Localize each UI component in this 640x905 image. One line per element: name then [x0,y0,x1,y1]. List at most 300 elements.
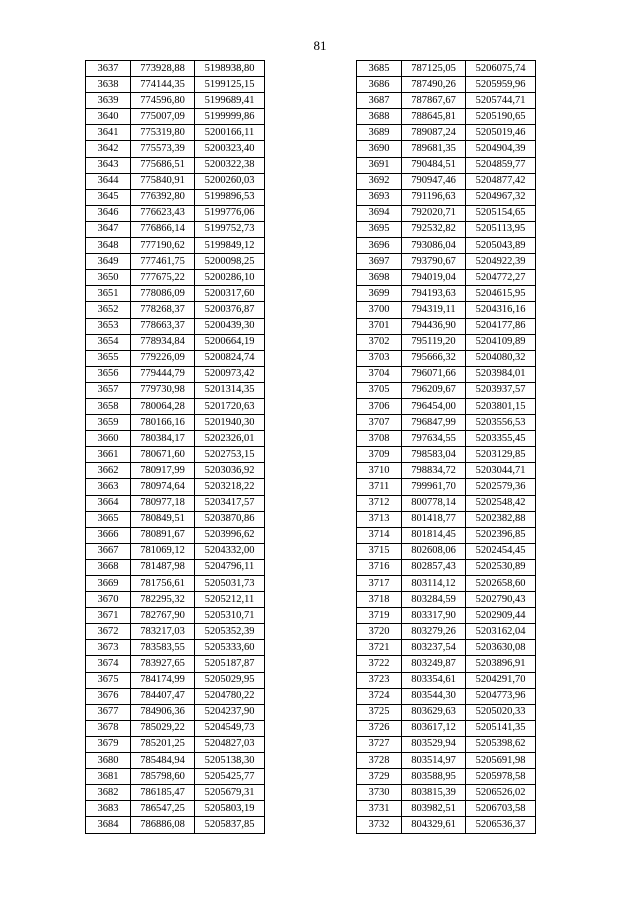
y-coordinate-cell: 5206536,37 [466,817,536,833]
point-number-cell: 3667 [86,543,131,559]
point-number-cell: 3679 [86,736,131,752]
x-coordinate-cell: 803815,39 [402,785,466,801]
y-coordinate-cell: 5204080,32 [466,350,536,366]
y-coordinate-cell: 5203162,04 [466,624,536,640]
point-number-cell: 3675 [86,672,131,688]
x-coordinate-cell: 780166,16 [131,415,195,431]
table-row [86,640,265,656]
x-coordinate-cell: 776623,43 [131,205,195,221]
point-number-cell: 3727 [357,736,402,752]
y-coordinate-cell: 5206703,58 [466,801,536,817]
x-coordinate-cell: 794193,63 [402,286,466,302]
point-number-cell: 3715 [357,543,402,559]
y-coordinate-cell: 5199752,73 [195,221,265,237]
table-row [357,640,536,656]
y-coordinate-cell: 5205019,46 [466,125,536,141]
table-row [357,624,536,640]
x-coordinate-cell: 781756,61 [131,576,195,592]
table-body-right [357,61,536,834]
x-coordinate-cell: 781487,98 [131,559,195,575]
x-coordinate-cell: 796454,00 [402,398,466,414]
table-row [357,109,536,125]
x-coordinate-cell: 785798,60 [131,769,195,785]
table-row [357,801,536,817]
y-coordinate-cell: 5205154,65 [466,205,536,221]
point-number-cell: 3696 [357,238,402,254]
x-coordinate-cell: 775686,51 [131,157,195,173]
y-coordinate-cell: 5203044,71 [466,463,536,479]
table-row [86,592,265,608]
y-coordinate-cell: 5202382,88 [466,511,536,527]
table-row [86,189,265,205]
table-row [357,415,536,431]
x-coordinate-cell: 787490,26 [402,77,466,93]
table-row [357,157,536,173]
point-number-cell: 3658 [86,398,131,414]
x-coordinate-cell: 803982,51 [402,801,466,817]
point-number-cell: 3703 [357,350,402,366]
point-number-cell: 3694 [357,205,402,221]
y-coordinate-cell: 5199896,53 [195,189,265,205]
x-coordinate-cell: 782767,90 [131,608,195,624]
y-coordinate-cell: 5203417,57 [195,495,265,511]
point-number-cell: 3721 [357,640,402,656]
table-row [86,479,265,495]
y-coordinate-cell: 5204332,00 [195,543,265,559]
y-coordinate-cell: 5203937,57 [466,382,536,398]
y-coordinate-cell: 5203984,01 [466,366,536,382]
point-number-cell: 3700 [357,302,402,318]
x-coordinate-cell: 780384,17 [131,431,195,447]
y-coordinate-cell: 5204772,27 [466,270,536,286]
table-row [86,334,265,350]
point-number-cell: 3709 [357,447,402,463]
x-coordinate-cell: 784407,47 [131,688,195,704]
x-coordinate-cell: 778663,37 [131,318,195,334]
table-row [86,769,265,785]
x-coordinate-cell: 803317,90 [402,608,466,624]
point-number-cell: 3707 [357,415,402,431]
x-coordinate-cell: 797634,55 [402,431,466,447]
y-coordinate-cell: 5200317,60 [195,286,265,302]
table-body-left [86,61,265,834]
y-coordinate-cell: 5203218,22 [195,479,265,495]
point-number-cell: 3645 [86,189,131,205]
table-row [357,173,536,189]
y-coordinate-cell: 5204109,89 [466,334,536,350]
y-coordinate-cell: 5205190,65 [466,109,536,125]
table-row [86,576,265,592]
y-coordinate-cell: 5202909,44 [466,608,536,624]
table-row [86,238,265,254]
x-coordinate-cell: 796847,99 [402,415,466,431]
table-row [86,382,265,398]
y-coordinate-cell: 5205043,89 [466,238,536,254]
point-number-cell: 3670 [86,592,131,608]
point-number-cell: 3641 [86,125,131,141]
point-number-cell: 3660 [86,431,131,447]
y-coordinate-cell: 5200824,74 [195,350,265,366]
table-row [86,736,265,752]
point-number-cell: 3651 [86,286,131,302]
table-row [86,495,265,511]
table-row [86,93,265,109]
point-number-cell: 3723 [357,672,402,688]
y-coordinate-cell: 5204904,39 [466,141,536,157]
x-coordinate-cell: 778934,84 [131,334,195,350]
table-row [357,318,536,334]
point-number-cell: 3653 [86,318,131,334]
x-coordinate-cell: 780064,28 [131,398,195,414]
table-row [86,704,265,720]
coordinates-table-right [356,60,536,834]
table-row [357,254,536,270]
y-coordinate-cell: 5199776,06 [195,205,265,221]
point-number-cell: 3683 [86,801,131,817]
table-row [86,608,265,624]
point-number-cell: 3649 [86,254,131,270]
x-coordinate-cell: 779444,79 [131,366,195,382]
point-number-cell: 3650 [86,270,131,286]
table-row [357,495,536,511]
point-number-cell: 3695 [357,221,402,237]
point-number-cell: 3688 [357,109,402,125]
table-row [357,688,536,704]
y-coordinate-cell: 5205138,30 [195,753,265,769]
point-number-cell: 3686 [357,77,402,93]
point-number-cell: 3639 [86,93,131,109]
table-row [357,527,536,543]
x-coordinate-cell: 778086,09 [131,286,195,302]
point-number-cell: 3713 [357,511,402,527]
x-coordinate-cell: 785201,25 [131,736,195,752]
x-coordinate-cell: 803617,12 [402,720,466,736]
table-row [357,77,536,93]
y-coordinate-cell: 5203630,08 [466,640,536,656]
x-coordinate-cell: 775840,91 [131,173,195,189]
x-coordinate-cell: 799961,70 [402,479,466,495]
x-coordinate-cell: 803588,95 [402,769,466,785]
x-coordinate-cell: 789681,35 [402,141,466,157]
coordinates-table-left [85,60,265,834]
table-row [86,61,265,77]
point-number-cell: 3652 [86,302,131,318]
y-coordinate-cell: 5200323,40 [195,141,265,157]
point-number-cell: 3661 [86,447,131,463]
x-coordinate-cell: 803544,30 [402,688,466,704]
point-number-cell: 3662 [86,463,131,479]
table-row [86,318,265,334]
x-coordinate-cell: 798583,04 [402,447,466,463]
point-number-cell: 3719 [357,608,402,624]
y-coordinate-cell: 5204967,32 [466,189,536,205]
table-row [357,141,536,157]
table-row [86,431,265,447]
point-number-cell: 3690 [357,141,402,157]
y-coordinate-cell: 5204615,95 [466,286,536,302]
point-number-cell: 3638 [86,77,131,93]
point-number-cell: 3716 [357,559,402,575]
x-coordinate-cell: 785484,94 [131,753,195,769]
y-coordinate-cell: 5205141,35 [466,720,536,736]
table-row [86,801,265,817]
point-number-cell: 3644 [86,173,131,189]
table-row [357,656,536,672]
x-coordinate-cell: 780974,64 [131,479,195,495]
table-row [357,511,536,527]
y-coordinate-cell: 5200286,10 [195,270,265,286]
point-number-cell: 3722 [357,656,402,672]
x-coordinate-cell: 780917,99 [131,463,195,479]
point-number-cell: 3674 [86,656,131,672]
y-coordinate-cell: 5202658,60 [466,576,536,592]
x-coordinate-cell: 780977,18 [131,495,195,511]
table-row [357,189,536,205]
x-coordinate-cell: 803354,61 [402,672,466,688]
x-coordinate-cell: 796071,66 [402,366,466,382]
table-row [357,559,536,575]
x-coordinate-cell: 780849,51 [131,511,195,527]
table-row [357,543,536,559]
point-number-cell: 3656 [86,366,131,382]
y-coordinate-cell: 5200322,38 [195,157,265,173]
y-coordinate-cell: 5205837,85 [195,817,265,833]
x-coordinate-cell: 778268,37 [131,302,195,318]
y-coordinate-cell: 5205744,71 [466,93,536,109]
table-row [86,125,265,141]
x-coordinate-cell: 779730,98 [131,382,195,398]
y-coordinate-cell: 5205691,98 [466,753,536,769]
y-coordinate-cell: 5204237,90 [195,704,265,720]
y-coordinate-cell: 5204859,77 [466,157,536,173]
table-row [86,141,265,157]
point-number-cell: 3714 [357,527,402,543]
x-coordinate-cell: 803237,54 [402,640,466,656]
y-coordinate-cell: 5205959,96 [466,77,536,93]
table-row [357,817,536,833]
x-coordinate-cell: 774144,35 [131,77,195,93]
table-row [86,286,265,302]
y-coordinate-cell: 5200973,42 [195,366,265,382]
x-coordinate-cell: 796209,67 [402,382,466,398]
x-coordinate-cell: 783217,03 [131,624,195,640]
y-coordinate-cell: 5205803,19 [195,801,265,817]
y-coordinate-cell: 5204177,86 [466,318,536,334]
table-row [357,221,536,237]
table-row [86,398,265,414]
point-number-cell: 3647 [86,221,131,237]
y-coordinate-cell: 5205679,31 [195,785,265,801]
y-coordinate-cell: 5201940,30 [195,415,265,431]
y-coordinate-cell: 5204773,96 [466,688,536,704]
x-coordinate-cell: 777461,75 [131,254,195,270]
table-row [86,720,265,736]
y-coordinate-cell: 5200098,25 [195,254,265,270]
x-coordinate-cell: 792020,71 [402,205,466,221]
x-coordinate-cell: 793790,67 [402,254,466,270]
y-coordinate-cell: 5200166,11 [195,125,265,141]
x-coordinate-cell: 803629,63 [402,704,466,720]
x-coordinate-cell: 784174,99 [131,672,195,688]
point-number-cell: 3689 [357,125,402,141]
point-number-cell: 3693 [357,189,402,205]
x-coordinate-cell: 801418,77 [402,511,466,527]
table-row [86,785,265,801]
y-coordinate-cell: 5203801,15 [466,398,536,414]
point-number-cell: 3663 [86,479,131,495]
point-number-cell: 3711 [357,479,402,495]
table-row [357,125,536,141]
table-row [86,221,265,237]
table-row [86,688,265,704]
y-coordinate-cell: 5203996,62 [195,527,265,543]
point-number-cell: 3712 [357,495,402,511]
point-number-cell: 3702 [357,334,402,350]
x-coordinate-cell: 790947,46 [402,173,466,189]
y-coordinate-cell: 5198938,80 [195,61,265,77]
table-row [86,173,265,189]
x-coordinate-cell: 794019,04 [402,270,466,286]
x-coordinate-cell: 787125,05 [402,61,466,77]
y-coordinate-cell: 5199999,86 [195,109,265,125]
y-coordinate-cell: 5203870,86 [195,511,265,527]
point-number-cell: 3730 [357,785,402,801]
point-number-cell: 3708 [357,431,402,447]
y-coordinate-cell: 5203896,91 [466,656,536,672]
point-number-cell: 3718 [357,592,402,608]
x-coordinate-cell: 798834,72 [402,463,466,479]
y-coordinate-cell: 5202753,15 [195,447,265,463]
x-coordinate-cell: 786886,08 [131,817,195,833]
point-number-cell: 3720 [357,624,402,640]
y-coordinate-cell: 5205029,95 [195,672,265,688]
point-number-cell: 3706 [357,398,402,414]
x-coordinate-cell: 802857,43 [402,559,466,575]
point-number-cell: 3673 [86,640,131,656]
x-coordinate-cell: 794319,11 [402,302,466,318]
table-row [357,769,536,785]
y-coordinate-cell: 5205352,39 [195,624,265,640]
table-row [86,559,265,575]
y-coordinate-cell: 5201720,63 [195,398,265,414]
table-row [86,157,265,173]
table-row [357,447,536,463]
y-coordinate-cell: 5204780,22 [195,688,265,704]
x-coordinate-cell: 803249,87 [402,656,466,672]
x-coordinate-cell: 793086,04 [402,238,466,254]
y-coordinate-cell: 5205020,33 [466,704,536,720]
point-number-cell: 3728 [357,753,402,769]
table-row [357,672,536,688]
x-coordinate-cell: 803529,94 [402,736,466,752]
x-coordinate-cell: 774596,80 [131,93,195,109]
table-row [357,720,536,736]
point-number-cell: 3697 [357,254,402,270]
point-number-cell: 3687 [357,93,402,109]
y-coordinate-cell: 5202790,43 [466,592,536,608]
y-coordinate-cell: 5202396,85 [466,527,536,543]
table-row [357,366,536,382]
point-number-cell: 3664 [86,495,131,511]
y-coordinate-cell: 5199689,41 [195,93,265,109]
x-coordinate-cell: 775319,80 [131,125,195,141]
y-coordinate-cell: 5204922,39 [466,254,536,270]
y-coordinate-cell: 5205310,71 [195,608,265,624]
y-coordinate-cell: 5205398,62 [466,736,536,752]
point-number-cell: 3725 [357,704,402,720]
y-coordinate-cell: 5202579,36 [466,479,536,495]
point-number-cell: 3682 [86,785,131,801]
x-coordinate-cell: 787867,67 [402,93,466,109]
table-row [357,205,536,221]
x-coordinate-cell: 777675,22 [131,270,195,286]
x-coordinate-cell: 803284,59 [402,592,466,608]
table-row [86,205,265,221]
page-number: 81 [313,38,327,53]
point-number-cell: 3665 [86,511,131,527]
x-coordinate-cell: 786547,25 [131,801,195,817]
table-row [357,785,536,801]
table-row [357,592,536,608]
x-coordinate-cell: 781069,12 [131,543,195,559]
y-coordinate-cell: 5199125,15 [195,77,265,93]
table-row [357,576,536,592]
x-coordinate-cell: 794436,90 [402,318,466,334]
x-coordinate-cell: 777190,62 [131,238,195,254]
y-coordinate-cell: 5205212,11 [195,592,265,608]
table-row [357,270,536,286]
point-number-cell: 3666 [86,527,131,543]
y-coordinate-cell: 5205187,87 [195,656,265,672]
y-coordinate-cell: 5204877,42 [466,173,536,189]
x-coordinate-cell: 779226,09 [131,350,195,366]
y-coordinate-cell: 5202548,42 [466,495,536,511]
y-coordinate-cell: 5204827,03 [195,736,265,752]
y-coordinate-cell: 5205425,77 [195,769,265,785]
table-row [357,61,536,77]
point-number-cell: 3678 [86,720,131,736]
x-coordinate-cell: 803114,12 [402,576,466,592]
point-number-cell: 3648 [86,238,131,254]
y-coordinate-cell: 5202454,45 [466,543,536,559]
y-coordinate-cell: 5204291,70 [466,672,536,688]
point-number-cell: 3710 [357,463,402,479]
point-number-cell: 3643 [86,157,131,173]
x-coordinate-cell: 790484,51 [402,157,466,173]
table-row [357,350,536,366]
point-number-cell: 3657 [86,382,131,398]
table-row [86,511,265,527]
y-coordinate-cell: 5205113,95 [466,221,536,237]
point-number-cell: 3669 [86,576,131,592]
table-row [357,334,536,350]
x-coordinate-cell: 776392,80 [131,189,195,205]
y-coordinate-cell: 5203556,53 [466,415,536,431]
y-coordinate-cell: 5205333,60 [195,640,265,656]
point-number-cell: 3717 [357,576,402,592]
table-row [357,93,536,109]
y-coordinate-cell: 5206075,74 [466,61,536,77]
y-coordinate-cell: 5203355,45 [466,431,536,447]
table-row [357,238,536,254]
point-number-cell: 3677 [86,704,131,720]
point-number-cell: 3684 [86,817,131,833]
x-coordinate-cell: 795666,32 [402,350,466,366]
table-row [86,543,265,559]
table-row [86,415,265,431]
point-number-cell: 3640 [86,109,131,125]
y-coordinate-cell: 5202530,89 [466,559,536,575]
